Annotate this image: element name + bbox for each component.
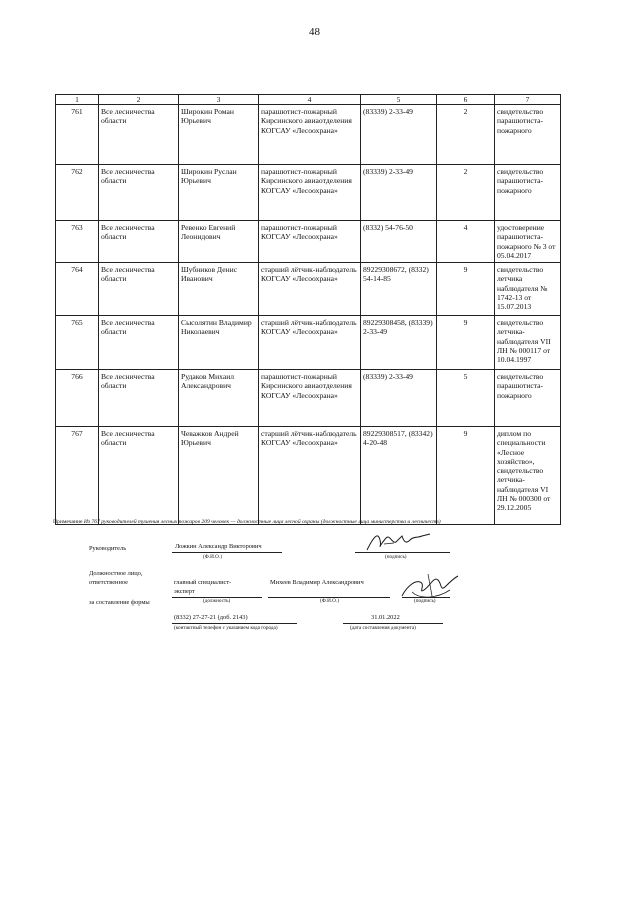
experience-years: 9	[437, 263, 495, 316]
forestry-area: Все лесничества области	[99, 221, 179, 263]
experience-years: 9	[437, 316, 495, 370]
resp-signature-icon	[398, 570, 460, 602]
person-position: парашютист-пожарный Кирсинского авиаотделения КОГСАУ «Лесоохрана»	[259, 165, 361, 221]
head-label: Руководитель	[89, 545, 127, 552]
date-line	[343, 623, 443, 624]
phone-caption: (контактный телефон с указанием кода города)	[174, 625, 278, 631]
row-number: 767	[56, 427, 99, 525]
head-name: Ложкин Александр Викторович	[175, 543, 262, 550]
table-row	[56, 105, 561, 165]
table-row	[56, 370, 561, 427]
resp-label-line1: Должностное лицо,	[89, 570, 143, 577]
column-header: 4	[259, 95, 361, 105]
person-position: старший лётчик-наблюдатель КОГСАУ «Лесоохрана»	[259, 316, 361, 370]
person-position: парашютист-пожарный КОГСАУ «Лесоохрана»	[259, 221, 361, 263]
table-row	[56, 263, 561, 316]
date-caption: (дата составления документа)	[350, 625, 416, 631]
experience-years: 4	[437, 221, 495, 263]
table-row	[56, 316, 561, 370]
experience-years: 9	[437, 427, 495, 525]
person-name: Шубников Денис Иванович	[179, 263, 259, 316]
contact-phone: 89229308517, (83342) 4-20-48	[361, 427, 437, 525]
person-position: парашютист-пожарный Кирсинского авиаотделения КОГСАУ «Лесоохрана»	[259, 105, 361, 165]
head-signature-icon	[364, 530, 434, 554]
phone-line	[172, 623, 297, 624]
resp-label-line3: за составление формы	[89, 599, 150, 606]
person-position: старший лётчик-наблюдатель КОГСАУ «Лесоохрана»	[259, 263, 361, 316]
person-position: парашютист-пожарный Кирсинского авиаотделения КОГСАУ «Лесоохрана»	[259, 370, 361, 427]
row-number: 764	[56, 263, 99, 316]
resp-signature-caption: (подпись)	[414, 598, 436, 604]
resp-label-line2: ответственное	[89, 579, 128, 586]
column-header: 2	[99, 95, 179, 105]
contact-phone: (83339) 2-33-49	[361, 105, 437, 165]
person-name: Широкин Руслан Юрьевич	[179, 165, 259, 221]
row-number: 766	[56, 370, 99, 427]
qualification-document: свидетельство летчика наблюдателя № 1742-13 от 15.07.2013	[495, 263, 561, 316]
contact-phone: 89229308672, (8332) 54-14-85	[361, 263, 437, 316]
qualification-document: диплом по специальности «Лесное хозяйство», свидетельство летчика-наблюдателя VI ЛН № 000300 от 29.12.2005	[495, 427, 561, 525]
contact-phone: (83339) 2-33-49	[361, 370, 437, 427]
column-header: 3	[179, 95, 259, 105]
qualification-document: удостоверение парашютиста-пожарного № 3 от 05.04.2017	[495, 221, 561, 263]
column-header: 7	[495, 95, 561, 105]
resp-position-line1: главный специалист-	[174, 579, 232, 586]
table-footnote	[53, 519, 441, 525]
qualification-document: свидетельство летчика-наблюдателя VII ЛН № 000117 от 10.04.1997	[495, 316, 561, 370]
person-name: Чеважков Андрей Юрьевич	[179, 427, 259, 525]
person-name: Ревенко Евгений Леонидович	[179, 221, 259, 263]
row-number: 762	[56, 165, 99, 221]
contact-phone-value: (8332) 27-27-21 (доб. 2143)	[174, 614, 248, 621]
qualification-document: свидетельство парашютиста-пожарного	[495, 165, 561, 221]
resp-position-line2: эксперт	[174, 588, 195, 595]
head-fio-caption: (Ф.И.О.)	[203, 554, 222, 560]
person-name: Сысолятин Владимир Николаевич	[179, 316, 259, 370]
register-table	[55, 94, 561, 525]
column-header: 5	[361, 95, 437, 105]
resp-position-caption: (должность)	[203, 598, 231, 604]
head-signature-caption: (подпись)	[385, 554, 407, 560]
person-name: Рудаков Михаил Александрович	[179, 370, 259, 427]
table-row	[56, 165, 561, 221]
experience-years: 2	[437, 105, 495, 165]
forestry-area: Все лесничества области	[99, 427, 179, 525]
column-header: 1	[56, 95, 99, 105]
contact-phone: (83339) 2-33-49	[361, 165, 437, 221]
forestry-area: Все лесничества области	[99, 263, 179, 316]
experience-years: 2	[437, 165, 495, 221]
table-header-row	[56, 95, 561, 105]
person-position: старший лётчик-наблюдатель КОГСАУ «Лесоохрана»	[259, 427, 361, 525]
document-date: 31.01.2022	[371, 614, 400, 621]
forestry-area: Все лесничества области	[99, 105, 179, 165]
person-name: Широкин Роман Юрьевич	[179, 105, 259, 165]
contact-phone: 89229308458, (83339) 2-33-49	[361, 316, 437, 370]
row-number: 765	[56, 316, 99, 370]
row-number: 763	[56, 221, 99, 263]
forestry-area: Все лесничества области	[99, 370, 179, 427]
resp-name: Михеев Владимир Александрович	[270, 579, 364, 586]
page-number: 48	[309, 26, 320, 38]
contact-phone: (8332) 54-76-50	[361, 221, 437, 263]
footnote-text: Из 767 руководителей тушения лесных пожаров 209 человек — должностные лица лесной охраны (должностные лица министерства и лесничеств)	[83, 519, 441, 525]
row-number: 761	[56, 105, 99, 165]
forestry-area: Все лесничества области	[99, 165, 179, 221]
column-header: 6	[437, 95, 495, 105]
table-row	[56, 427, 561, 525]
experience-years: 5	[437, 370, 495, 427]
head-name-line	[172, 552, 282, 553]
forestry-area: Все лесничества области	[99, 316, 179, 370]
resp-fio-caption: (Ф.И.О.)	[320, 598, 339, 604]
table-row	[56, 221, 561, 263]
qualification-document: свидетельство парашютиста-пожарного	[495, 370, 561, 427]
footnote-label: Примечание	[53, 519, 83, 525]
qualification-document: свидетельство парашютиста-пожарного	[495, 105, 561, 165]
